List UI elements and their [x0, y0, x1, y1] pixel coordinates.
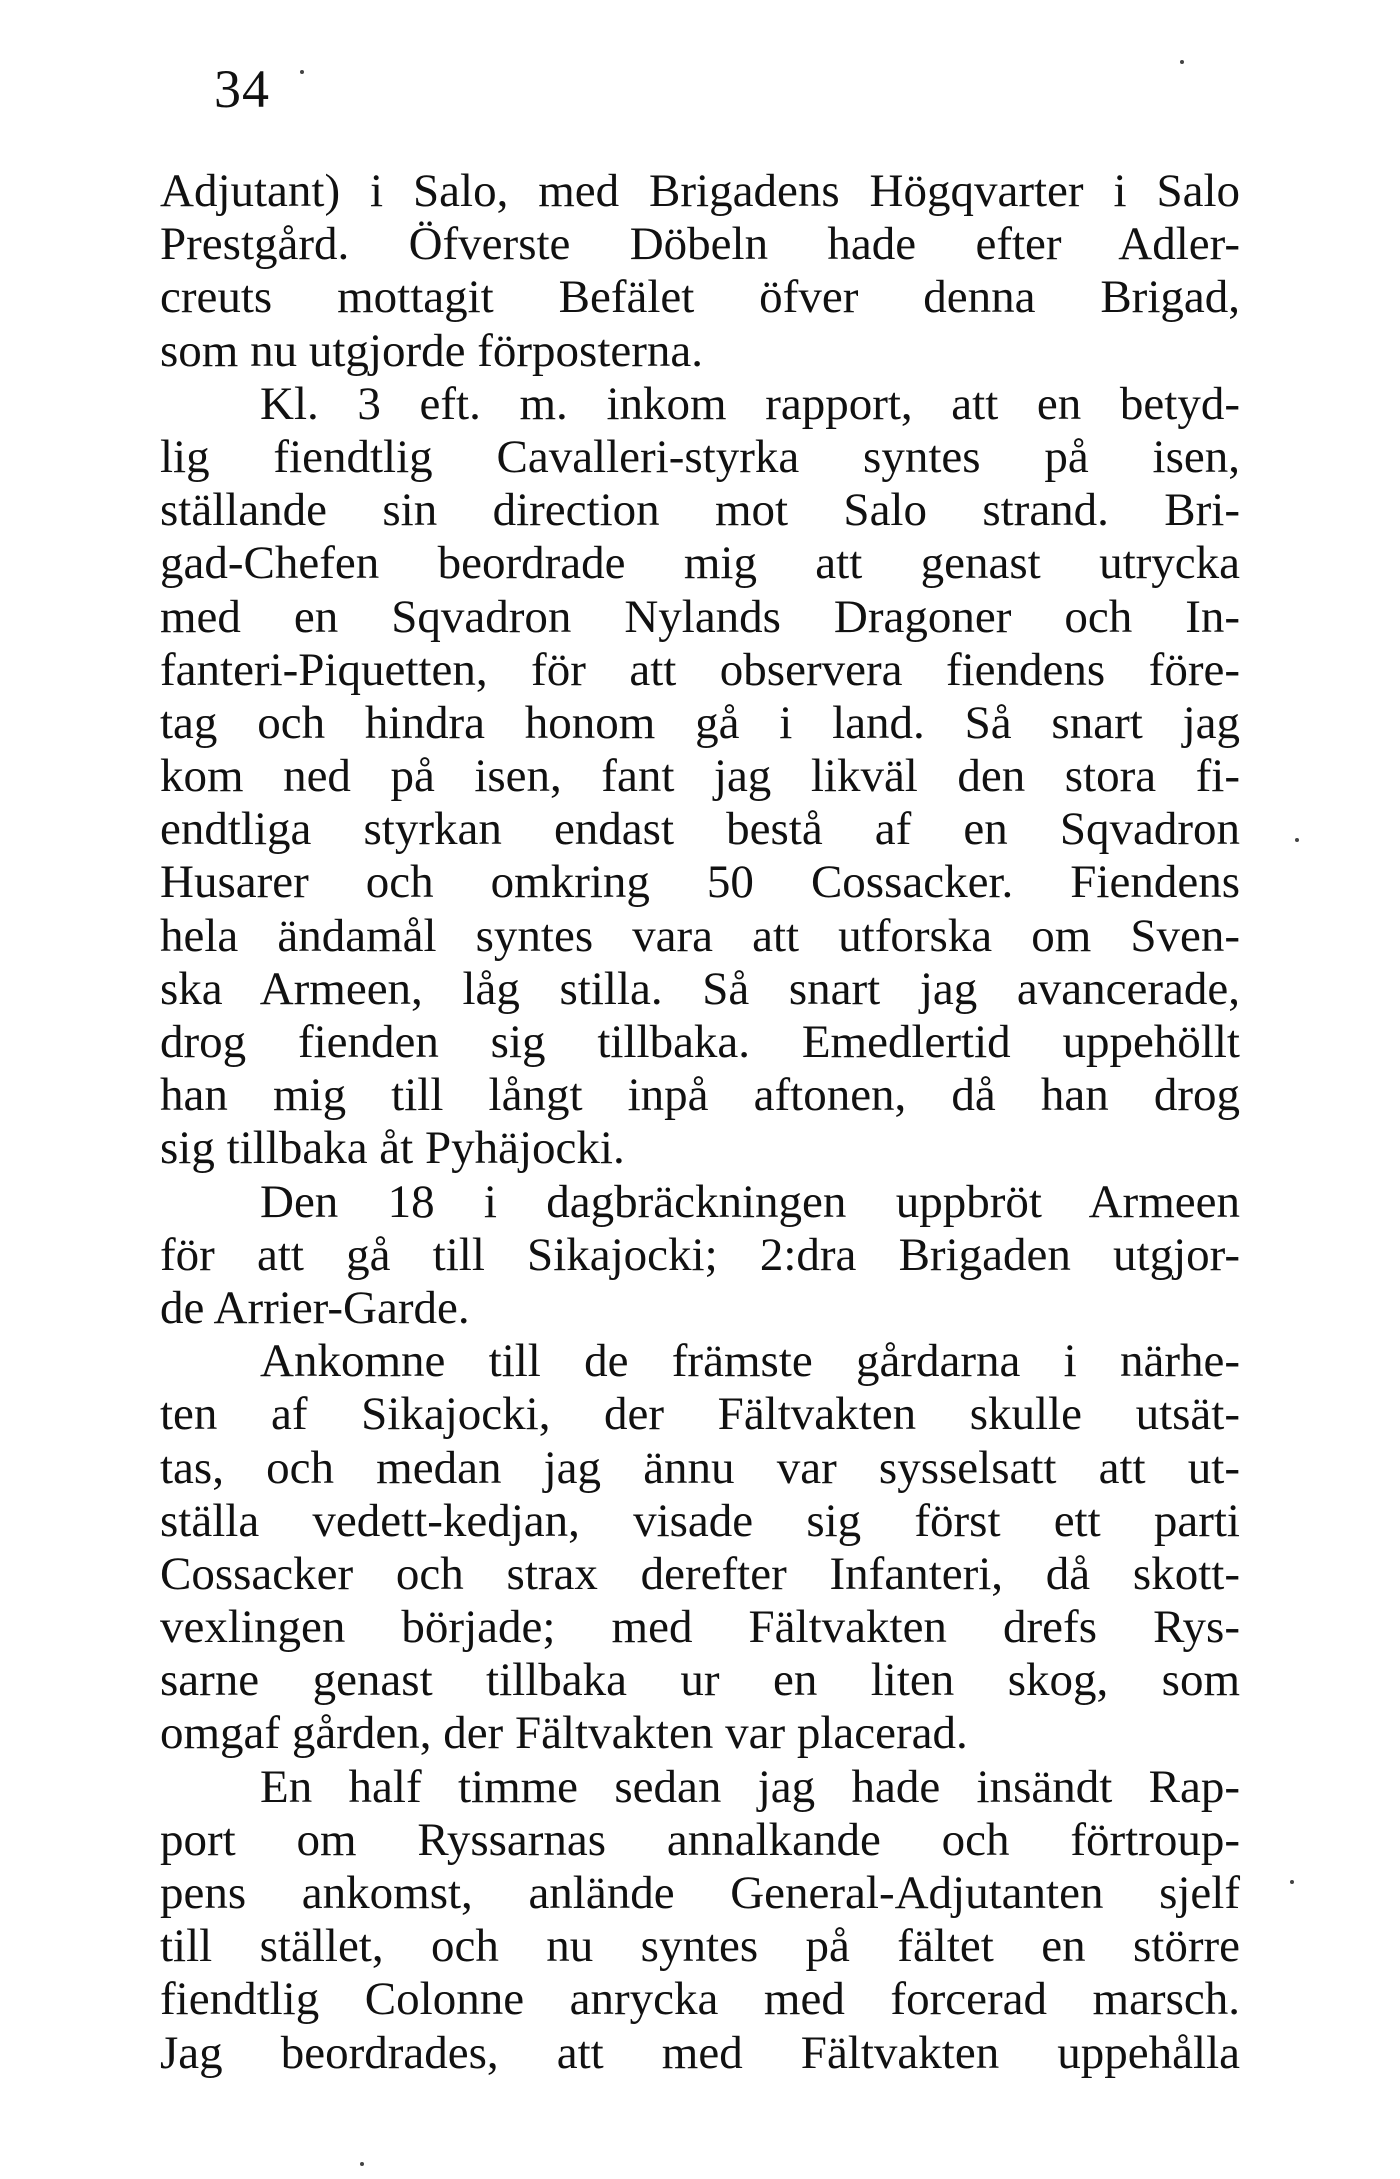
print-speck — [360, 2162, 364, 2166]
text-line: port om Ryssarnas annalkande och förtroup- — [160, 1813, 1240, 1866]
print-speck — [1295, 838, 1299, 842]
text-line: kom ned på isen, fant jag likväl den stora fi- — [160, 750, 1240, 803]
text-line: för att gå till Sikajocki; 2:dra Brigaden utgjor- — [160, 1228, 1240, 1281]
print-speck — [1180, 60, 1184, 64]
text-line: sig tillbaka åt Pyhäjocki. — [160, 1122, 625, 1175]
text-line: de Arrier-Garde. — [160, 1281, 470, 1334]
print-speck — [1290, 1880, 1294, 1884]
text-line: Husarer och omkring 50 Cossacker. Fiendens — [160, 856, 1240, 909]
text-line: sarne genast tillbaka ur en liten skog, som — [160, 1654, 1240, 1707]
text-line: ställande sin direction mot Salo strand. Bri- — [160, 484, 1240, 537]
text-line: vexlingen började; med Fältvakten drefs Rys- — [160, 1601, 1240, 1654]
text-line: som nu utgjorde förposterna. — [160, 324, 704, 377]
paragraph-start-line: Kl. 3 eft. m. inkom rapport, att en betyd- — [260, 377, 1240, 430]
text-line: tas, och medan jag ännu var sysselsatt att ut- — [160, 1441, 1240, 1494]
text-line: hela ändamål syntes vara att utforska om Sven- — [160, 909, 1240, 962]
text-line: Adjutant) i Salo, med Brigadens Högqvarter i Salo — [160, 165, 1240, 217]
text-line: creuts mottagit Befälet öfver denna Brigad, — [160, 271, 1240, 324]
text-line: fiendtlig Colonne anrycka med forcerad marsch. — [160, 1973, 1240, 2026]
text-line: Jag beordrades, att med Fältvakten uppehålla — [160, 2026, 1240, 2079]
text-line: omgaf gården, der Fältvakten var placerad. — [160, 1707, 968, 1760]
text-line: ställa vedett-kedjan, visade sig först ett parti — [160, 1494, 1240, 1547]
text-line: han mig till långt inpå aftonen, då han drog — [160, 1069, 1240, 1122]
text-line: endtliga styrkan endast bestå af en Sqvadron — [160, 803, 1240, 856]
text-line: med en Sqvadron Nylands Dragoner och In- — [160, 590, 1240, 643]
text-line: drog fienden sig tillbaka. Emedlertid uppehöllt — [160, 1016, 1240, 1068]
text-line: lig fiendtlig Cavalleri-styrka syntes på isen, — [160, 430, 1240, 483]
print-speck — [300, 70, 304, 74]
body-text — [160, 165, 1240, 2080]
paragraph-start-line: En half timme sedan jag hade insändt Rap- — [260, 1760, 1240, 1813]
paragraph-start-line: Ankomne till de främste gårdarna i närhe- — [260, 1335, 1240, 1388]
page-number: 34 — [214, 59, 270, 119]
text-line: ska Armeen, låg stilla. Så snart jag avancerade, — [160, 962, 1240, 1015]
text-line: Prestgård. Öfverste Döbeln hade efter Adler- — [160, 218, 1240, 271]
text-line: Cossacker och strax derefter Infanteri, då skott- — [160, 1547, 1240, 1600]
text-line: pens ankomst, anlände General-Adjutanten sjelf — [160, 1867, 1240, 1919]
text-line: ten af Sikajocki, der Fältvakten skulle utsät- — [160, 1388, 1240, 1441]
paragraph-start-line: Den 18 i dagbräckningen uppbröt Armeen — [260, 1175, 1240, 1228]
text-line: till stället, och nu syntes på fältet en större — [160, 1920, 1240, 1973]
text-line: tag och hindra honom gå i land. Så snart jag — [160, 696, 1240, 749]
text-line: gad-Chefen beordrade mig att genast utrycka — [160, 537, 1240, 590]
text-line: fanteri-Piquetten, för att observera fiendens före- — [160, 643, 1240, 696]
